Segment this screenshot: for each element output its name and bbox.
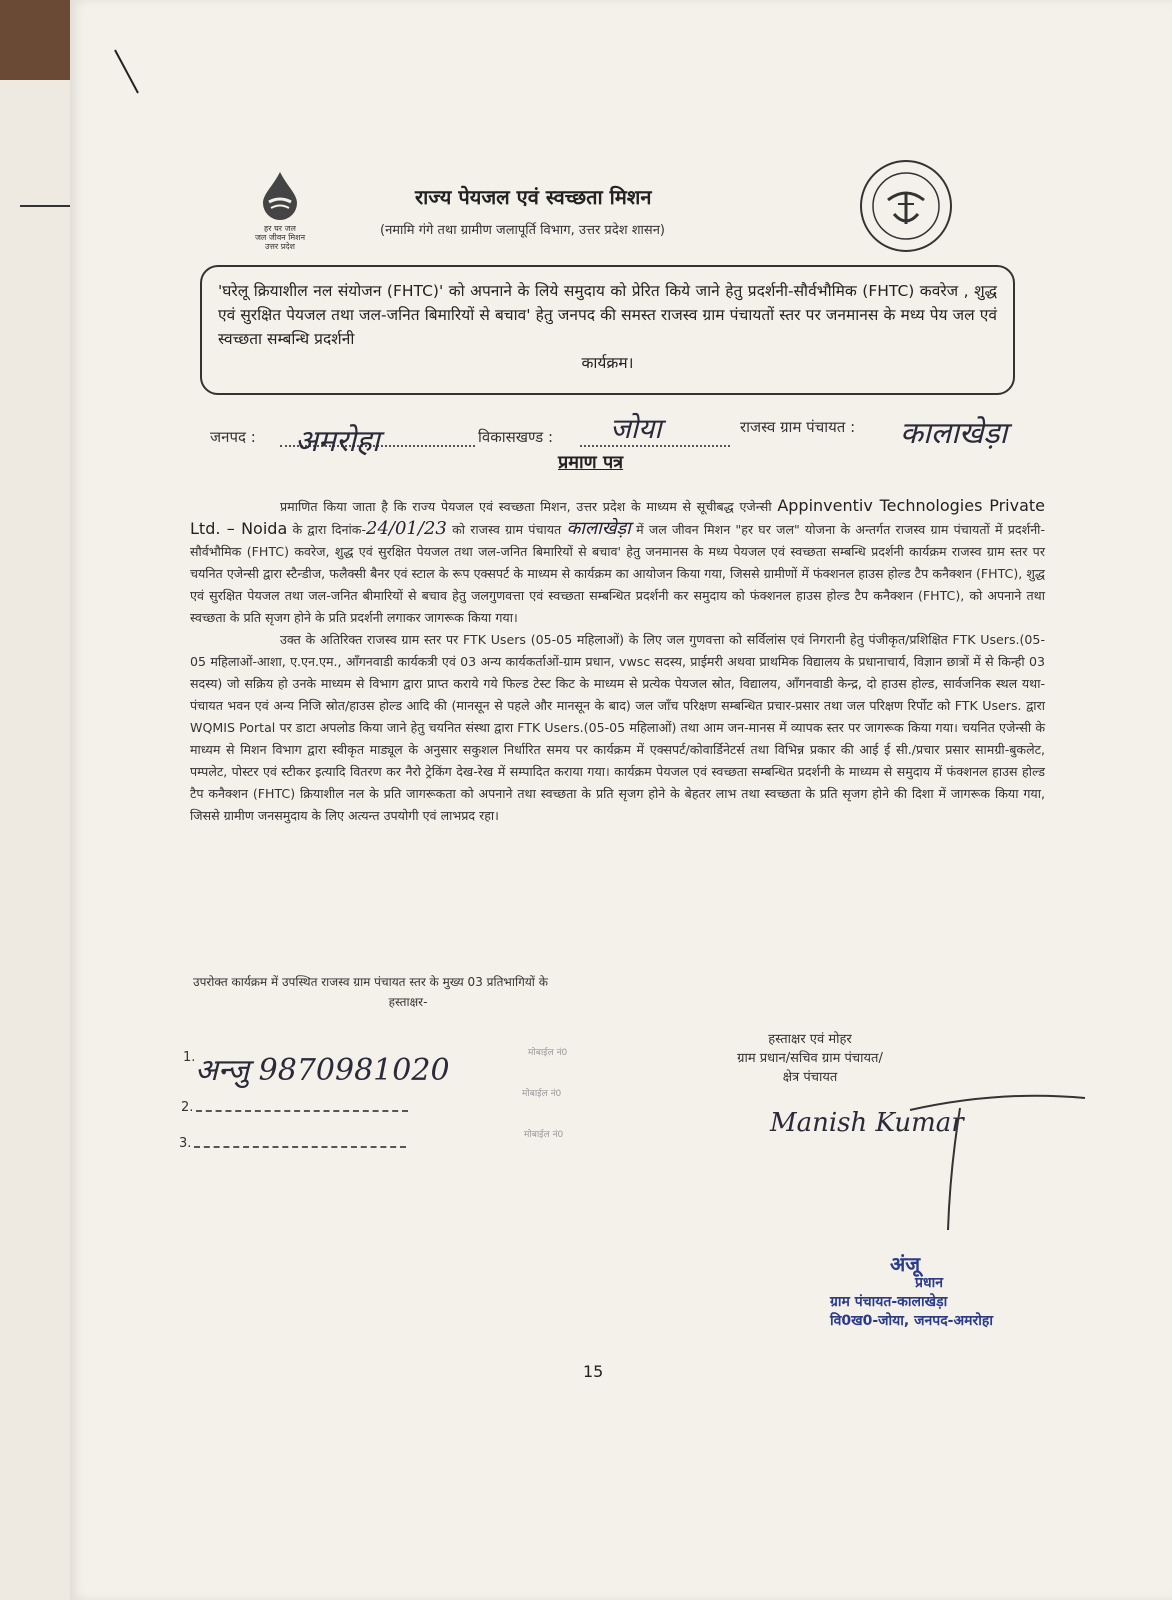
logo-caption-2: जल जीवन मिशन xyxy=(254,233,306,242)
edge-mark xyxy=(15,200,75,212)
district-label: जनपद : xyxy=(210,428,256,446)
stamp-block: वि0ख0-जोया, जनपद-अमरोहा xyxy=(830,1313,993,1329)
p1-mid: के द्वारा दिनांक- xyxy=(292,522,366,537)
agency-name: Appinventiv Technologies Private Ltd. – Noida xyxy=(190,496,1045,538)
mobile-label-1: मोबाईल नं0 xyxy=(528,1048,568,1058)
gram-panchayat-value: कालाखेड़ा xyxy=(900,416,1008,451)
logo-caption-3: उत्तर प्रदेश xyxy=(265,242,295,251)
location-fields xyxy=(210,412,1070,475)
official-designation-2: क्षेत्र पंचायत xyxy=(782,1070,838,1085)
official-sign-title: हस्ताक्षर एवं मोहर xyxy=(768,1032,852,1047)
paragraph-1 xyxy=(190,495,1045,629)
up-government-seal xyxy=(858,158,954,254)
program-heading-box xyxy=(200,265,1015,395)
water-drop-icon xyxy=(255,170,305,220)
p1-start: प्रमाणित किया जाता है कि राज्य पेयजल एवं स्वच्छता मिशन, उत्तर प्रदेश के माध्यम से सूचीबद्ध एजेन्सी xyxy=(280,499,772,514)
p1-mid2: को राजस्व ग्राम पंचायत xyxy=(452,522,562,537)
participant-3-number: 3. xyxy=(179,1136,192,1151)
program-heading-last: कार्यक्रम। xyxy=(581,354,634,372)
logo-caption: हर घर जल xyxy=(264,224,296,233)
gram-panchayat-inline: कालाखेड़ा xyxy=(566,518,631,539)
paragraph-2: उक्त के अतिरिक्त राजस्व ग्राम स्तर पर FTK Users (05-05 महिलाओं) के लिए जल गुणवत्ता को सर्विलांस एवं निगरानी हेतु पंजीकृत/प्रशिक्षित FTK Users.(05-05 महिलाओं-आशा, ए.एन.एम., आँगनवाडी कार्यकत्री एवं 03 अन्य कार्यकर्ताओं-ग्राम प्रधान, vwsc सदस्य, प्राईमरी अथवा प्राथमिक विद्यालय के प्रधानाचार्य, विज्ञान छात्रों में से किन्ही 03 सदस्य) जो सक्रिय हो उनके माध्यम से विभाग द्वारा प्राप्त कराये गये फिल्ड टेस्ट किट के माध्यम से प्रत्येक पेयजल स्रोत, विद्यालय, आँगनवाडी केन्द्र, दो हाउस होल्ड, सार्वजनिक स्थल यथा-पंचायत भवन एवं अन्य निजि स्रोत/हाउस होल्ड आदि की (मानसून से पहले और मानसून के बाद) जल जाँच परिक्षण सम्बन्धित प्रचार-प्रसार तथा जल परिक्षण रिर्पोट को FTK Users. द्वारा WQMIS Portal पर डाटा अपलोड किया जाने हेतु चयनित संस्था द्वारा FTK Users.(05-05 महिलाओं) तथा आम जन-मानस में व्यापक स्तर पर जागरूक किया गया। चयनित एजेन्सी के माध्यम से मिशन विभाग द्वारा स्वीकृत माड्यूल के अनुसार सकुशल निर्धारित समय पर कार्यक्रम में एक्सपर्ट/कोवार्डिनेटर्स तथा विभिन्न प्रकार की आई ई सी./प्रचार प्रसार सामग्री-बुकलेट, पम्पलेट, पोस्टर एवं स्टीकर इत्यादि वितरण कर नैरो ट्रेकिंग देख-रेख में सम्पादित कराया गया। कार्यक्रम पेयजल एवं स्वच्छता सम्बन्धित प्रदर्शनी के माध्यम से समुदाय में फंक्शनल हाउस होल्ड टैप कनैक्शन (FHTC) क्रियाशील नल के प्रति जागरूकता को अपनाने तथा स्वच्छता के प्रति सृजग होने के बेहतर लाभ तथा स्वच्छता के प्रति सृजग होने की दिशा में जागरूक किया गया, जिससे ग्रामीण जनसमुदाय के लिए अत्यन्त उपयोगी एवं लाभप्रद रहा। xyxy=(190,632,1045,823)
gram-panchayat-label: राजस्व ग्राम पंचायत : xyxy=(740,418,856,436)
jal-jeevan-logo xyxy=(240,170,320,251)
participant-3-line xyxy=(194,1146,406,1148)
page-number: 15 xyxy=(583,1362,604,1381)
mobile-label-2: मोबाईल नं0 xyxy=(522,1089,562,1099)
signature-note-line1: उपरोक्त कार्यक्रम में उपस्थित राजस्व ग्राम पंचायत स्तर के मुख्य 03 प्रतिभागियों के xyxy=(193,975,548,989)
stamp-name: अंजू xyxy=(890,1252,921,1276)
stamp-panchayat: ग्राम पंचायत-कालाखेड़ा xyxy=(830,1294,948,1310)
participant-1-signature: अन्जु 9870981020 xyxy=(195,1053,450,1088)
program-date: 24/01/23 xyxy=(366,518,447,539)
block-value: जोया xyxy=(610,412,662,445)
program-heading-text: 'घरेलू क्रियाशील नल संयोजन (FHTC)' को अपनाने के लिये समुदाय को प्रेरित किये जाने हेतु प्रदर्शनी-सौर्वभौमिक (FHTC) कवरेज , शुद्ध एवं सुरक्षित पेयजल तथा जल-जनित बिमारियों से बचाव' हेतु जनपद की समस्त राजस्व ग्राम पंचायतों स्तर पर जनमानस के मध्य पेय जल एवं स्वच्छता सम्बन्धि प्रदर्शनी xyxy=(218,282,997,348)
pradhan-stamp xyxy=(830,1252,1050,1331)
signature-note xyxy=(193,972,663,1012)
page-subtitle: (नमामि गंगे तथा ग्रामीण जलापूर्ति विभाग, उत्तर प्रदेश शासन) xyxy=(380,223,665,238)
block-label: विकासखण्ड : xyxy=(478,428,554,446)
signature-note-line2: हस्ताक्षर- xyxy=(388,995,428,1009)
background-edge-lower xyxy=(0,80,70,1600)
official-signature-block xyxy=(700,1030,920,1087)
stamp-designation: प्रधान xyxy=(915,1275,943,1291)
district-value: अमरोहा xyxy=(295,424,380,459)
official-signature: Manish Kumar xyxy=(770,1108,964,1138)
official-designation: ग्राम प्रधान/सचिव ग्राम पंचायत/ xyxy=(737,1051,883,1066)
seal-emblem-icon xyxy=(858,158,954,254)
mobile-label-3: मोबाईल नं0 xyxy=(524,1130,564,1140)
page-title: राज्य पेयजल एवं स्वच्छता मिशन xyxy=(415,185,652,209)
certificate-title: प्रमाण पत्र xyxy=(558,452,624,473)
certificate-body xyxy=(190,495,1045,827)
p1-rest: में जल जीवन मिशन "हर घर जल" योजना के अन्तर्गत राजस्व ग्राम पंचायतों में प्रदर्शनी-सौर्वभौमिक (FHTC) कवरेज, शुद्ध एवं सुरक्षित पेयजल तथा जल-जनित बिमारियों से बचाव' हेतु जनमानस के मध्य पेयजल एवं स्वच्छता सम्बन्धि प्रदर्शनी कार्यक्रम राजस्व ग्राम स्तर पर चयनित एजेन्सी द्वारा स्टैन्डीज, फलैक्सी बैनर एवं स्टाल के रूप एक्सपर्ट के माध्यम से कार्यक्रम का आयोजन किया गया, जिससे ग्रामीणों में फंक्शनल हाउस होल्ड टैप कनैक्शन (FHTC), शुद्ध एवं सुरक्षित पेयजल तथा जल-जनित बीमारियों से बचाव हेतु जलगुणवत्ता एवं स्वच्छता सम्बन्धित प्रदर्शनी कर समुदाय को फंक्शनल हाउस होल्ड टैप कनैक्शन (FHTC), को अपनाने तथा स्वच्छता के प्रति सृजग होने के प्रति प्रदर्शनी लगाकर जागरूक किया गया। xyxy=(190,522,1045,625)
participant-2-number: 2. xyxy=(181,1100,194,1115)
background-edge xyxy=(0,0,70,80)
participant-1-number: 1. xyxy=(183,1050,196,1065)
signature-flourish xyxy=(900,1090,1100,1240)
pen-mark xyxy=(110,45,150,105)
participant-2-line xyxy=(196,1110,408,1112)
